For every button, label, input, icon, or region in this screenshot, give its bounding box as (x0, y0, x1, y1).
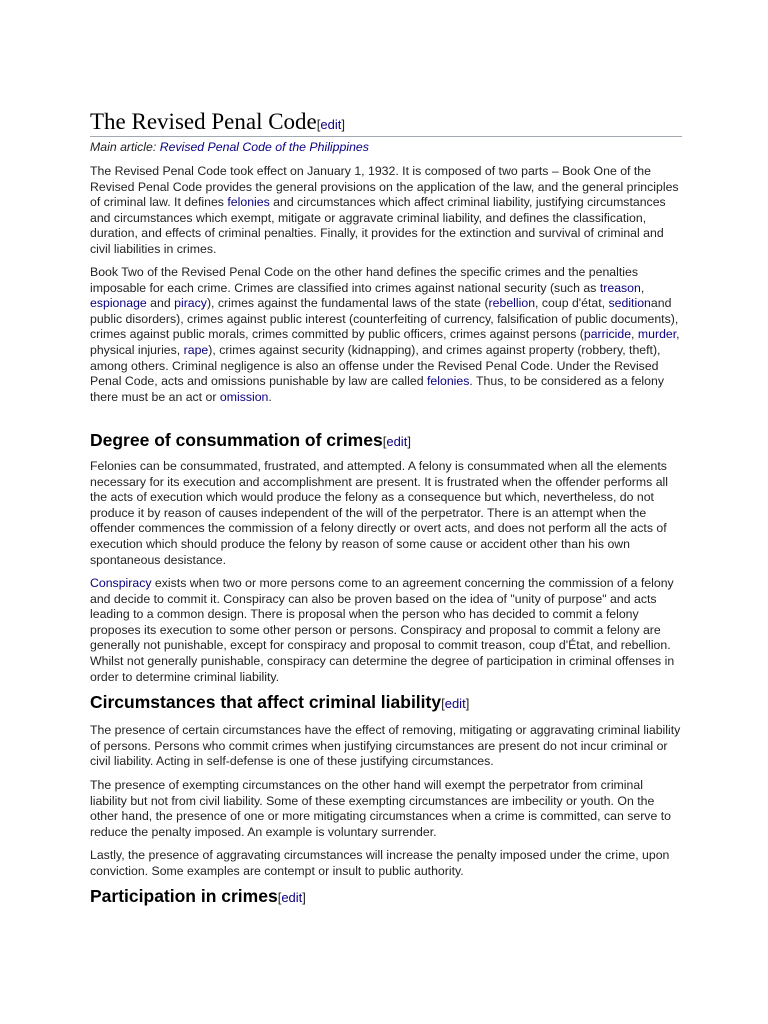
paragraph-consummation: Felonies can be consummated, frustrated, and attempted. A felony is consummated when all the elements necessary for its execution and accomplishment are present. It is frustrated when the offender performs all the acts of execution which would produce the felony as a consequence but which, nevertheless, do not produce it by reason of causes independent of the will of the perpetrator. There is an attempt when the offender commences the commission of a felony directly or overt acts, and does not perform all the acts of execution which should produce the felony by reason of some cause or accident other than his own spontaneous desistance. (90, 459, 669, 567)
link-rebellion[interactable]: rebellion (488, 296, 536, 311)
paragraph-intro (90, 164, 682, 258)
text: The Revised Penal Code took effect on January 1, 1932. It is composed of two parts – Book One of the Revised Penal Code provides the general provisions on the application of the law, and the general principles of criminal law. It defines (90, 164, 679, 210)
section-edit-link[interactable]: edit (281, 890, 303, 905)
text: Book Two of the Revised Penal Code on the other hand defines the specific crimes and the penalties imposable for each crime. Crimes are classified into crimes against national security (such as (90, 265, 639, 295)
link-parricide[interactable]: parricide (583, 327, 632, 342)
main-article-link[interactable]: Revised Penal Code of the Philippines (159, 140, 369, 154)
edit-link-wrapper: [edit] (382, 434, 411, 449)
text: . (268, 389, 272, 404)
link-espionage[interactable]: espionage (90, 296, 147, 311)
text: and (146, 296, 175, 311)
paragraph-circumstances-3: Lastly, the presence of aggravating circumstances will increase the penalty imposed under the crime, upon conviction. Some examples are contempt or insult to public authority. (90, 848, 670, 878)
link-felonies-2[interactable]: felonies (427, 374, 470, 389)
section-heading-circumstances (90, 691, 469, 715)
edit-link-wrapper: [edit] (441, 696, 470, 711)
text: exists when two or more persons come to an agreement concerning the commission of a felony and decide to commit it. Conspiracy can also be proven based on the idea of "unity of purpose" and acts leading to a common design. There is proposal when the person who has decided to commit a felony proposes its execution to some other person or persons. Conspiracy and proposal to commit a felony are generally not punishable, except for conspiracy and proposal to commit treason, coup d'État, and rebellion. Whilst not generally punishable, conspiracy can determine the degree of participation in criminal offenses in order to determine criminal liability. (90, 576, 675, 684)
section-title: Degree of consummation of crimes (90, 430, 383, 450)
section-heading-participation (90, 885, 306, 909)
text: and public disorders), crimes against public interest (counterfeiting of currency, falsification of public documents), crimes against public morals, crimes committed by public officers, crimes against persons ( (90, 296, 679, 342)
title-edit-link[interactable]: edit (320, 117, 342, 132)
main-article-hatnote (90, 140, 369, 156)
text: and circumstances which affect criminal liability, justifying circumstances and circumstances which exempt, mitigate or aggravate criminal liability, and defines the classification, duration, and effects of criminal penalties. Finally, it provides for the extinction and survival of criminal and civil liabilities in crimes. (90, 195, 666, 256)
link-conspiracy[interactable]: Conspiracy (90, 576, 152, 590)
text: , (640, 280, 645, 295)
link-murder[interactable]: murder (637, 327, 677, 342)
section-title: Circumstances that affect criminal liability (90, 692, 442, 712)
link-sedition[interactable]: sedition (608, 296, 651, 311)
text: ), crimes against security (kidnapping), and crimes against property (robbery, theft), among others. Criminal negligence is also an offense under the Revised Penal Code. Under the Revised Penal Code, acts and omissions punishable by law are called (90, 342, 661, 389)
paragraph-circumstances-1: The presence of certain circumstances have the effect of removing, mitigating or aggravating criminal liability of persons. Persons who commit crimes when justifying circumstances are present do not incur criminal or civil liability. Acting in self-defense is one of these justifying circumstances. (90, 723, 681, 769)
text: ), crimes against the fundamental laws of the state ( (206, 296, 489, 311)
section-edit-link[interactable]: edit (386, 434, 408, 449)
text: , (631, 327, 638, 342)
edit-link-wrapper: [edit] (316, 117, 345, 132)
paragraph-conspiracy (90, 576, 682, 685)
link-felonies[interactable]: felonies (227, 195, 270, 210)
text: . Thus, to be considered as a felony there must be an act or (90, 374, 664, 404)
link-piracy[interactable]: piracy (174, 296, 207, 311)
paragraph-circumstances-2: The presence of exempting circumstances on the other hand will exempt the perpetrator from criminal liability but not from civil liability. Some of these exempting circumstances are imbecility or youth. On the other hand, the presence of one or more mitigating circumstances when a crime is committed, can serve to reduce the penalty imposed. An example is voluntary surrender. (90, 778, 671, 839)
link-omission[interactable]: omission (219, 389, 269, 404)
section-edit-link[interactable]: edit (444, 696, 466, 711)
link-rape[interactable]: rape (183, 342, 209, 357)
text: , coup d'état, (535, 296, 609, 311)
section-heading-consummation (90, 429, 411, 453)
page-title (90, 108, 682, 137)
section-title: Participation in crimes (90, 886, 278, 906)
paragraph-book-two (90, 265, 682, 405)
page-title-text: The Revised Penal Code (90, 109, 317, 134)
text: , physical injuries, (90, 327, 680, 357)
edit-link-wrapper: [edit] (277, 890, 306, 905)
hatnote-label: Main article: (90, 140, 160, 154)
link-treason[interactable]: treason (599, 280, 641, 295)
